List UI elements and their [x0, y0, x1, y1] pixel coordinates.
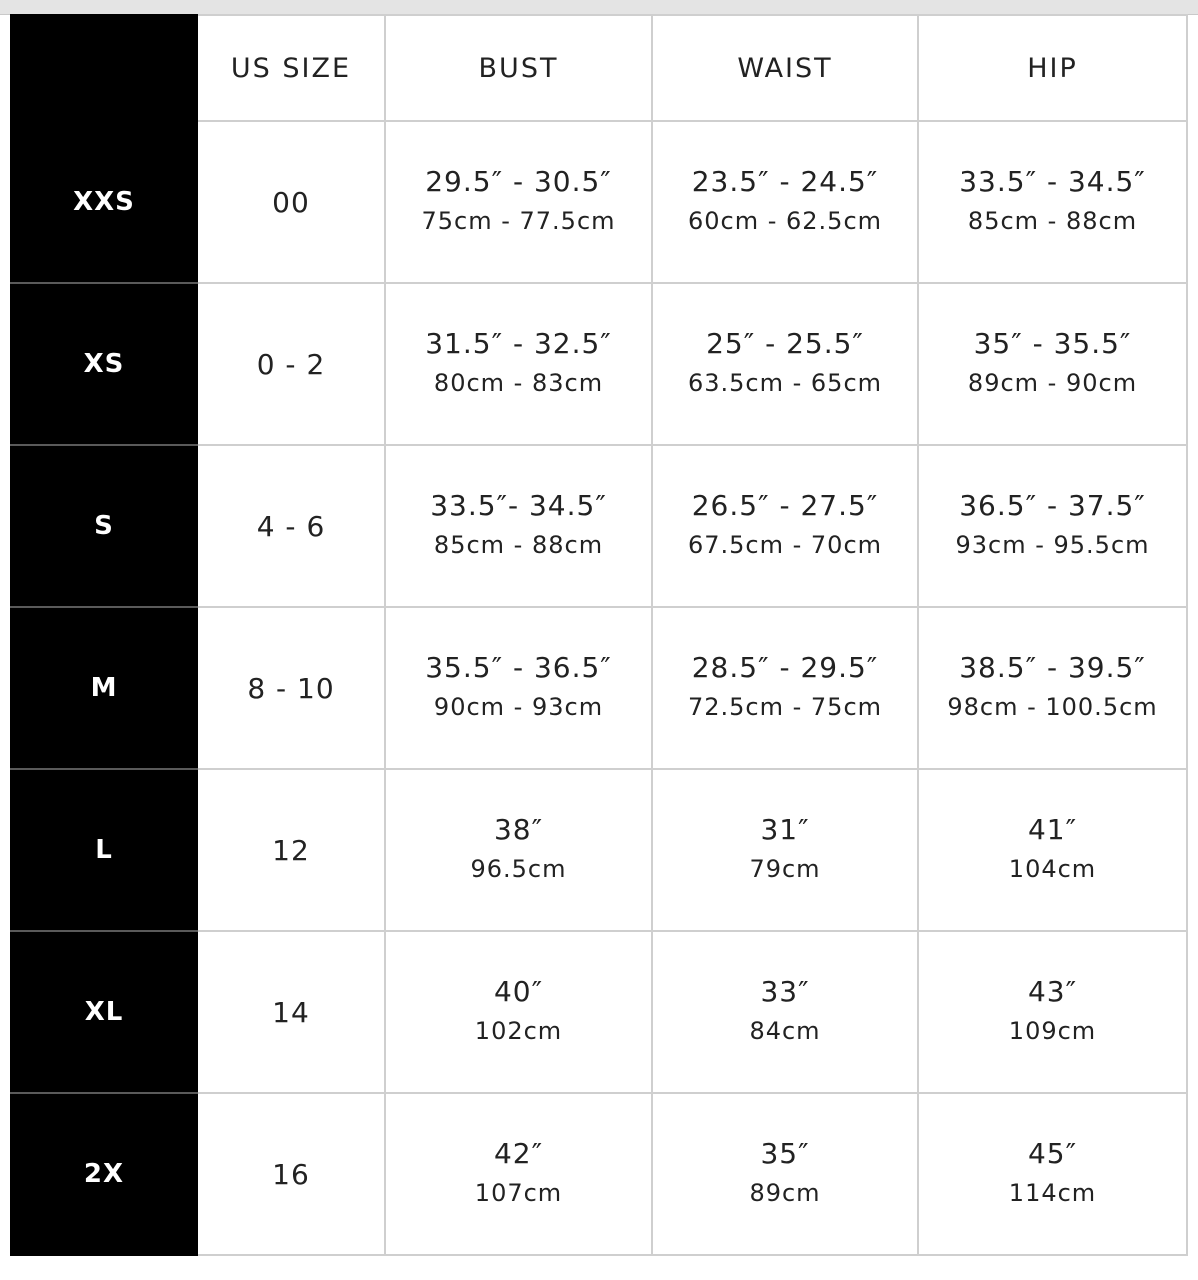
hip-cell — [918, 121, 1187, 283]
hip-cm: 114cm — [1008, 1179, 1097, 1207]
size-label: 2X — [11, 1093, 197, 1255]
waist-inches: 25″ - 25.5″ — [706, 327, 864, 360]
hip-inches: 36.5″ - 37.5″ — [959, 489, 1146, 522]
bust-cell — [385, 121, 652, 283]
waist-cell — [652, 607, 918, 769]
waist-cm: 67.5cm - 70cm — [687, 531, 883, 559]
bust-cm: 107cm — [474, 1179, 563, 1207]
waist-cell — [652, 1093, 918, 1255]
bust-cell — [385, 607, 652, 769]
us-size-value: 00 — [197, 121, 385, 283]
waist-cell — [652, 931, 918, 1093]
bust-inches: 29.5″ - 30.5″ — [425, 165, 612, 198]
waist-inches: 28.5″ - 29.5″ — [691, 651, 879, 684]
size-label: XL — [11, 931, 197, 1093]
bust-cm: 102cm — [474, 1017, 563, 1045]
size-label: XXS — [11, 121, 197, 283]
waist-cm: 79cm — [749, 855, 821, 883]
waist-cell — [652, 445, 918, 607]
header-us-size: US SIZE — [197, 15, 385, 121]
bust-cell — [385, 931, 652, 1093]
bust-inches: 31.5″ - 32.5″ — [425, 327, 612, 360]
bust-inches: 33.5″- 34.5″ — [430, 489, 607, 522]
header-bust: BUST — [385, 15, 652, 121]
us-size-value: 16 — [197, 1093, 385, 1255]
waist-cell — [652, 769, 918, 931]
hip-inches: 45″ — [1027, 1137, 1078, 1170]
header-hip: HIP — [918, 15, 1187, 121]
table-row — [11, 445, 1187, 607]
corner-cell — [11, 15, 197, 121]
hip-cm: 104cm — [1008, 855, 1097, 883]
hip-inches: 33.5″ - 34.5″ — [959, 165, 1146, 198]
bust-cell — [385, 769, 652, 931]
size-label: L — [11, 769, 197, 931]
waist-cm: 72.5cm - 75cm — [687, 693, 883, 721]
hip-cm: 89cm - 90cm — [967, 369, 1138, 397]
hip-cell — [918, 283, 1187, 445]
bust-inches: 35.5″ - 36.5″ — [425, 651, 612, 684]
table-row — [11, 931, 1187, 1093]
hip-cell — [918, 445, 1187, 607]
us-size-value: 0 - 2 — [197, 283, 385, 445]
us-size-value: 12 — [197, 769, 385, 931]
table-row — [11, 121, 1187, 283]
bust-cell — [385, 283, 652, 445]
hip-inches: 41″ — [1027, 813, 1078, 846]
waist-inches: 35″ — [760, 1137, 810, 1170]
waist-cm: 84cm — [749, 1017, 821, 1045]
waist-inches: 33″ — [760, 975, 810, 1008]
waist-inches: 31″ — [760, 813, 810, 846]
size-label: S — [11, 445, 197, 607]
hip-cell — [918, 769, 1187, 931]
bust-cm: 80cm - 83cm — [433, 369, 604, 397]
size-label: XS — [11, 283, 197, 445]
table-row — [11, 607, 1187, 769]
hip-cm: 85cm - 88cm — [967, 207, 1138, 235]
bust-cm: 96.5cm — [470, 855, 567, 883]
header-row — [11, 15, 1187, 121]
bust-cell — [385, 445, 652, 607]
us-size-value: 14 — [197, 931, 385, 1093]
bust-inches: 40″ — [493, 975, 544, 1008]
us-size-value: 4 - 6 — [197, 445, 385, 607]
hip-inches: 43″ — [1027, 975, 1078, 1008]
hip-cm: 98cm - 100.5cm — [947, 693, 1158, 721]
bust-inches: 38″ — [493, 813, 544, 846]
waist-cm: 60cm - 62.5cm — [687, 207, 883, 235]
hip-cm: 93cm - 95.5cm — [955, 531, 1150, 559]
size-chart-table — [10, 14, 1188, 1256]
waist-cm: 89cm — [749, 1179, 821, 1207]
bust-cm: 75cm - 77.5cm — [421, 207, 616, 235]
waist-cell — [652, 283, 918, 445]
hip-inches: 35″ - 35.5″ — [973, 327, 1132, 360]
bust-cm: 85cm - 88cm — [433, 531, 604, 559]
header-waist: WAIST — [652, 15, 918, 121]
waist-inches: 23.5″ - 24.5″ — [691, 165, 879, 198]
table-row — [11, 769, 1187, 931]
hip-cm: 109cm — [1008, 1017, 1097, 1045]
waist-cm: 63.5cm - 65cm — [687, 369, 883, 397]
hip-inches: 38.5″ - 39.5″ — [959, 651, 1146, 684]
us-size-value: 8 - 10 — [197, 607, 385, 769]
hip-cell — [918, 1093, 1187, 1255]
waist-cell — [652, 121, 918, 283]
size-label: M — [11, 607, 197, 769]
bust-inches: 42″ — [493, 1137, 544, 1170]
bust-cm: 90cm - 93cm — [433, 693, 604, 721]
table-row — [11, 283, 1187, 445]
waist-inches: 26.5″ - 27.5″ — [691, 489, 879, 522]
bust-cell — [385, 1093, 652, 1255]
top-divider-strip — [0, 0, 1198, 15]
hip-cell — [918, 931, 1187, 1093]
table-row — [11, 1093, 1187, 1255]
hip-cell — [918, 607, 1187, 769]
